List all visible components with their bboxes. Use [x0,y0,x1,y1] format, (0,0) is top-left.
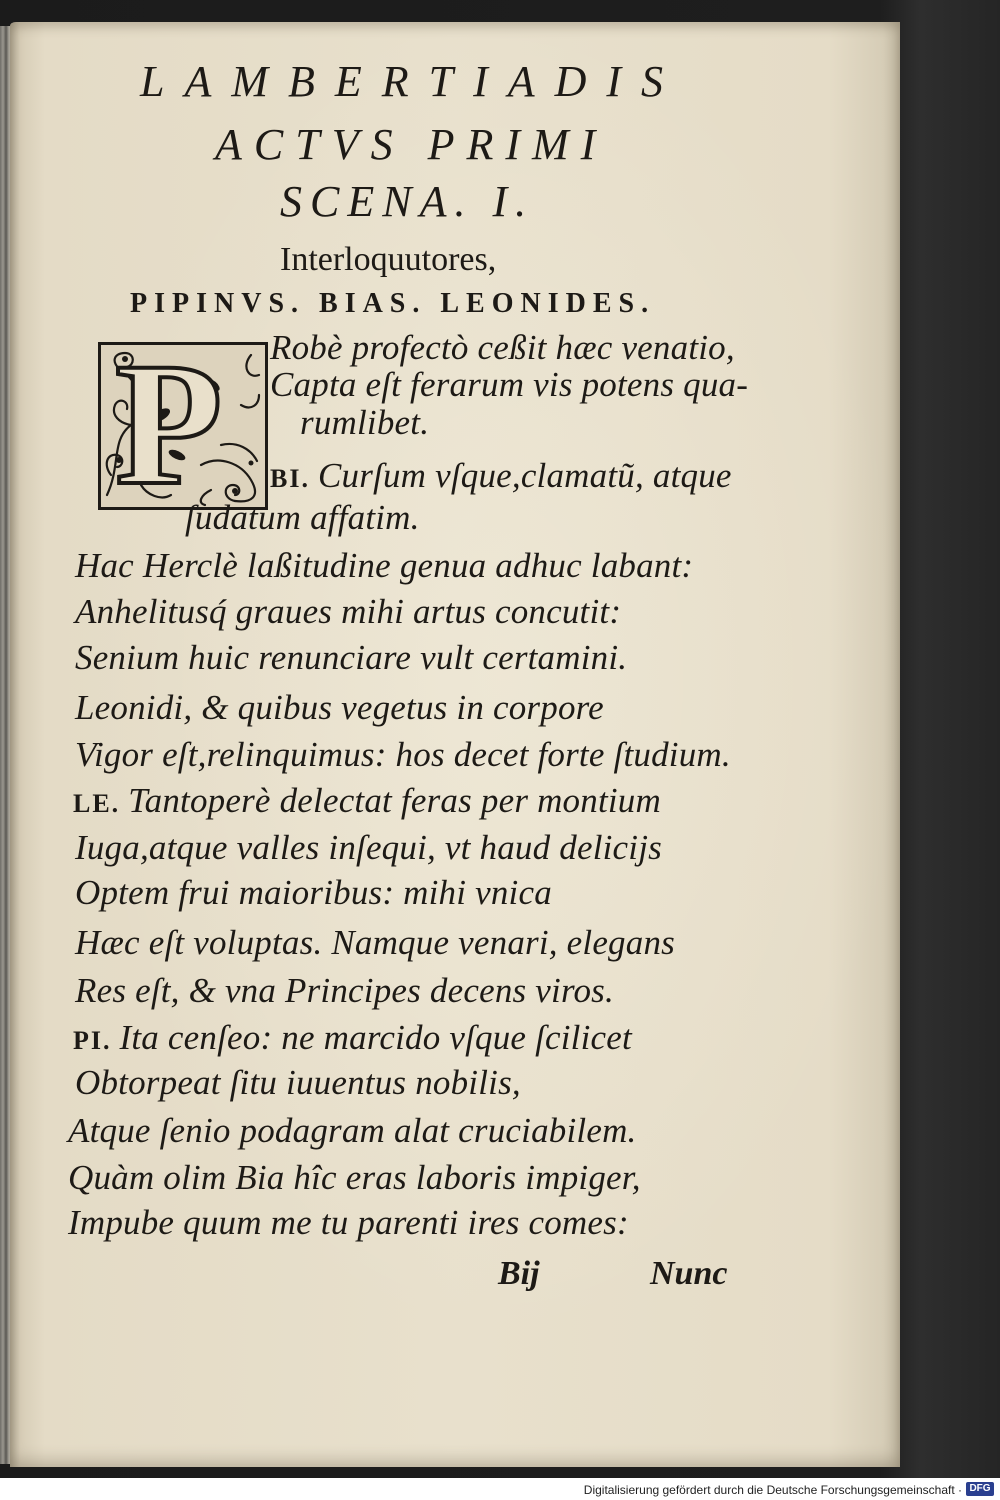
verse-text: Optem frui maioribus: mihi vnica [75,873,552,912]
verse-line [185,500,420,535]
verse-text: Anhelitusq́ graues mihi artus concutit: [75,592,622,631]
interlocutors-label: Interloquutores, [280,241,497,278]
verse-line [270,330,735,365]
verse-line [300,405,429,440]
verse-line [68,1113,637,1148]
drop-cap-letter: P [115,342,223,510]
verse-text: Res eſt, & vna Principes decens viros. [75,971,614,1010]
verse-text: Vigor eſt,relinquimus: hos decet forte ſtudium. [75,735,731,774]
verse-line [75,973,614,1008]
verse-line [75,875,552,910]
digitization-footer [0,1478,1000,1500]
play-title: LAMBERTIADIS [140,57,684,106]
verse-text: Quàm olim Bia hîc eras laboris impiger, [68,1158,641,1197]
scene-heading: SCENA. I. [280,177,535,226]
catchword: Nunc [650,1255,728,1292]
book-page [10,22,900,1467]
decorated-initial [98,342,268,510]
speaker-label: BI. [270,464,310,493]
verse-line [75,1065,521,1100]
verse-text: ſudatum affatim. [185,498,420,537]
verse-line [75,594,621,629]
verse-text: Tantoperè delectat feras per montium [128,781,661,820]
verse-text: Obtorpeat ſitu iuuentus nobilis, [75,1063,521,1102]
speaker-label: LE. [73,789,121,818]
verse-line [75,737,731,772]
footer-credit: Digitalisierung gefördert durch die Deutsche Forschungsgemeinschaft · [583,1483,962,1497]
verse-text: Curſum vſque,clamatũ, atque [317,456,732,495]
verse-line [68,1160,641,1195]
verse-line [270,367,748,402]
verse-line [75,830,662,865]
signature-mark: Bij [498,1255,540,1292]
verse-text: Capta eſt ferarum vis potens qua- [270,365,749,404]
verse-text: Ita cenſeo: ne marcido vſque ſcilicet [119,1018,632,1057]
dfg-logo-icon: DFG [966,1482,994,1496]
verse-line [73,783,661,818]
verse-line [73,1020,632,1055]
verse-text: Hæc eſt voluptas. Namque venari, elegans [75,923,675,962]
character-list: PIPINVS. BIAS. LEONIDES. [130,288,656,319]
verse-text: Leonidi, & quibus vegetus in corpore [75,688,604,727]
verse-line [75,690,604,725]
verse-line [75,548,693,583]
verse-line [75,925,675,960]
speaker-label: PI. [73,1026,112,1055]
verse-text: Iuga,atque valles inſequi, vt haud delicijs [75,828,662,867]
verse-line [68,1205,629,1240]
verse-line [75,640,627,675]
verse-text: Hac Herclè laßitudine genua adhuc labant: [75,546,694,585]
act-heading: ACTVS PRIMI [215,120,608,169]
verse-text: Senium huic renunciare vult certamini. [75,638,628,677]
verse-text: Robè profectò ceßit hæc venatio, [270,328,735,367]
verse-text: rumlibet. [300,403,430,442]
verse-line [270,458,732,493]
verse-text: Impube quum me tu parenti ires comes: [68,1203,629,1242]
verse-text: Atque ſenio podagram alat cruciabilem. [68,1111,637,1150]
